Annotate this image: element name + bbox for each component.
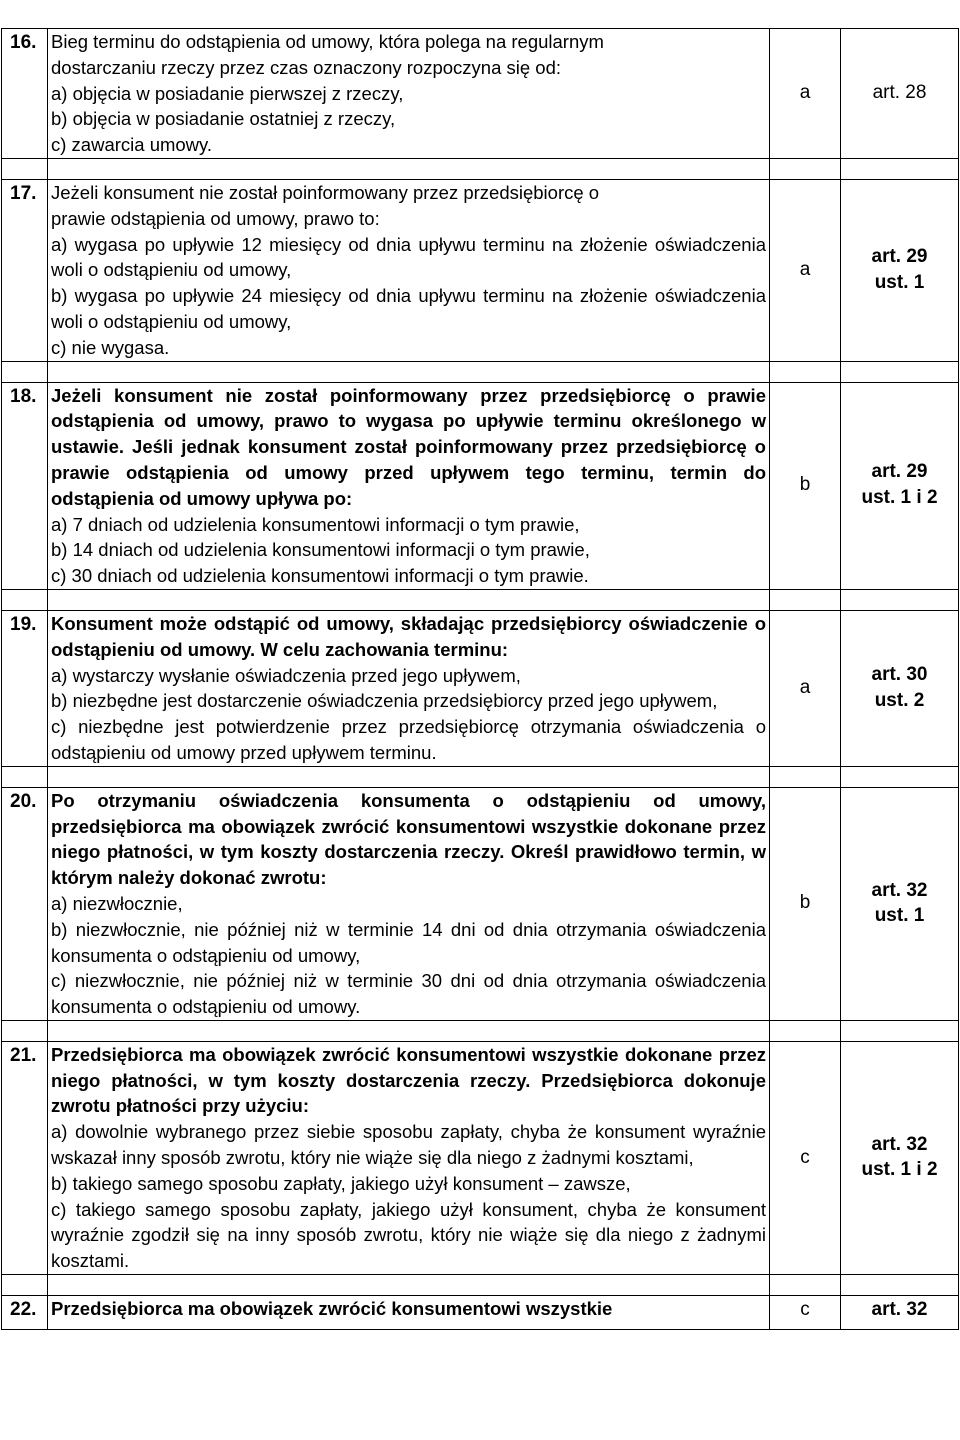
option-a: a) 7 dniach od udzielenia konsumentowi informacji o tym prawie, (51, 513, 580, 535)
article-ref: art. 32 (871, 1133, 928, 1155)
article-cell (841, 382, 959, 589)
question-prompt: Bieg terminu do odstąpienia od umowy, która polega na regularnym (51, 31, 604, 52)
question-prompt: Przedsiębiorca ma obowiązek zwrócić konsumentowi wszystkie dokonane przez niego płatności, w tym koszty dostarczenia rzeczy. Przedsiębiorca dokonuje zwrotu płatności przy użyciu: (51, 1043, 766, 1117)
question-text (48, 382, 770, 589)
article-paragraph: ust. 1 i 2 (861, 487, 938, 509)
question-row-16 (2, 29, 959, 159)
article-paragraph: ust. 2 (874, 689, 925, 711)
answer-cell: c (770, 1296, 841, 1330)
question-text (48, 29, 770, 159)
option-c: c) niezbędne jest potwierdzenie przez przedsiębiorcę otrzymania oświadczenia o odstąpieniu od umowy przed upływem terminu. (51, 716, 766, 763)
article-cell (841, 29, 959, 159)
question-prompt: Jeżeli konsument nie został poinformowany przez przedsiębiorcę o (51, 181, 600, 203)
option-b: b) wygasa po upływie 24 miesięcy od dnia upływu terminu na złożenie oświadczenia woli o odstąpieniu od umowy, (51, 285, 766, 332)
option-b: b) takiego samego sposobu zapłaty, jakiego użył konsument – zawsze, (51, 1172, 631, 1194)
question-prompt: Jeżeli konsument nie został poinformowany przez przedsiębiorcę o prawie odstąpienia od umowy, prawo to wygasa po upływie terminu określonego w ustawie. Jeśli jednak konsument został poinformowany przez przedsiębiorcę o prawie odstąpienia od umowy przed upływem tego terminu, termin do odstąpienia od umowy upływa po: (51, 384, 766, 509)
option-a: a) objęcia w posiadanie pierwszej z rzeczy, (51, 82, 404, 104)
option-a: a) wygasa po upływie 12 miesięcy od dnia upływu terminu na złożenie oświadczenia woli o odstąpieniu od umowy, (51, 233, 766, 281)
question-number: 19. (2, 610, 48, 766)
spacer-row (2, 766, 959, 787)
question-prompt: Konsument może odstąpić od umowy, składając przedsiębiorcy oświadczenie o odstąpieniu od umowy. W celu zachowania terminu: (51, 612, 766, 660)
option-a: a) wystarczy wysłanie oświadczenia przed jego upływem, (51, 664, 521, 686)
spacer-row (2, 158, 959, 179)
article-ref: art. 32 (841, 1296, 959, 1330)
article-paragraph: ust. 1 (874, 905, 925, 927)
question-row-22 (2, 1296, 959, 1330)
question-prompt: Po otrzymaniu oświadczenia konsumenta o odstąpieniu od umowy, przedsiębiorca ma obowiązek zwrócić konsumentowi wszystkie dokonane przez niego płatności, w tym koszty dostarczenia rzeczy. Określ prawidłowo termin, w którym należy dokonać zwrotu: (51, 789, 766, 889)
article-ref: art. 30 (871, 664, 928, 686)
article-ref: art. 32 (871, 879, 928, 901)
option-b: b) niezwłocznie, nie później niż w terminie 14 dni od dnia otrzymania oświadczenia konsumenta o odstąpieniu od umowy, (51, 918, 766, 966)
article-paragraph: ust. 1 (874, 271, 925, 293)
question-text (48, 179, 770, 361)
question-number: 21. (2, 1041, 48, 1274)
question-prompt: dostarczaniu rzeczy przez czas oznaczony rozpoczyna się od: (51, 56, 562, 78)
article-cell (841, 1041, 959, 1274)
answer-cell: b (770, 787, 841, 1020)
spacer-row (2, 589, 959, 610)
option-a: a) niezwłocznie, (51, 892, 183, 914)
question-text (48, 610, 770, 766)
question-row-17 (2, 179, 959, 361)
option-b: b) niezbędne jest dostarczenie oświadczenia przedsiębiorcy przed jego upływem, (51, 690, 718, 712)
spacer-row (2, 1275, 959, 1296)
answer-cell: c (770, 1041, 841, 1274)
option-c: c) nie wygasa. (51, 336, 170, 358)
question-number: 17. (2, 179, 48, 361)
question-prompt: prawie odstąpienia od umowy, prawo to: (51, 207, 380, 229)
question-row-21 (2, 1041, 959, 1274)
spacer-row (2, 361, 959, 382)
option-a: a) dowolnie wybranego przez siebie sposobu zapłaty, chyba że konsument wyraźnie wskazał inny sposób zwrotu, który nie wiąże się dla niego z żadnymi kosztami, (51, 1121, 766, 1169)
option-c: c) takiego samego sposobu zapłaty, jakiego użył konsument, chyba że konsument wyraźnie zgodził się na inny sposób zwrotu, który nie wiąże się dla niego z żadnymi kosztami. (51, 1198, 766, 1272)
article-cell (841, 610, 959, 766)
article-cell (841, 787, 959, 1020)
article-ref: art. 28 (872, 82, 927, 104)
option-b: b) objęcia w posiadanie ostatniej z rzeczy, (51, 108, 396, 130)
article-cell (841, 179, 959, 361)
answer-cell: a (770, 179, 841, 361)
option-b: b) 14 dniach od udzielenia konsumentowi informacji o tym prawie, (51, 539, 590, 561)
option-c: c) zawarcia umowy. (51, 134, 213, 156)
question-text (48, 1041, 770, 1274)
question-number: 16. (2, 29, 48, 159)
question-row-19 (2, 610, 959, 766)
question-number: 18. (2, 382, 48, 589)
spacer-row (2, 1020, 959, 1041)
answer-cell: b (770, 382, 841, 589)
answer-cell: a (770, 610, 841, 766)
question-row-18 (2, 382, 959, 589)
option-c: c) 30 dniach od udzielenia konsumentowi informacji o tym prawie. (51, 565, 589, 587)
answer-cell: a (770, 29, 841, 159)
question-number: 22. (2, 1296, 48, 1330)
question-prompt: Przedsiębiorca ma obowiązek zwrócić konsumentowi wszystkie (48, 1296, 770, 1330)
question-text (48, 787, 770, 1020)
quiz-table (1, 28, 959, 1330)
question-row-20 (2, 787, 959, 1020)
article-ref: art. 29 (871, 461, 928, 483)
question-number: 20. (2, 787, 48, 1020)
option-c: c) niezwłocznie, nie później niż w terminie 30 dni od dnia otrzymania oświadczenia konsumenta o odstąpieniu od umowy. (51, 970, 766, 1018)
article-paragraph: ust. 1 i 2 (861, 1159, 938, 1181)
article-ref: art. 29 (871, 245, 928, 267)
